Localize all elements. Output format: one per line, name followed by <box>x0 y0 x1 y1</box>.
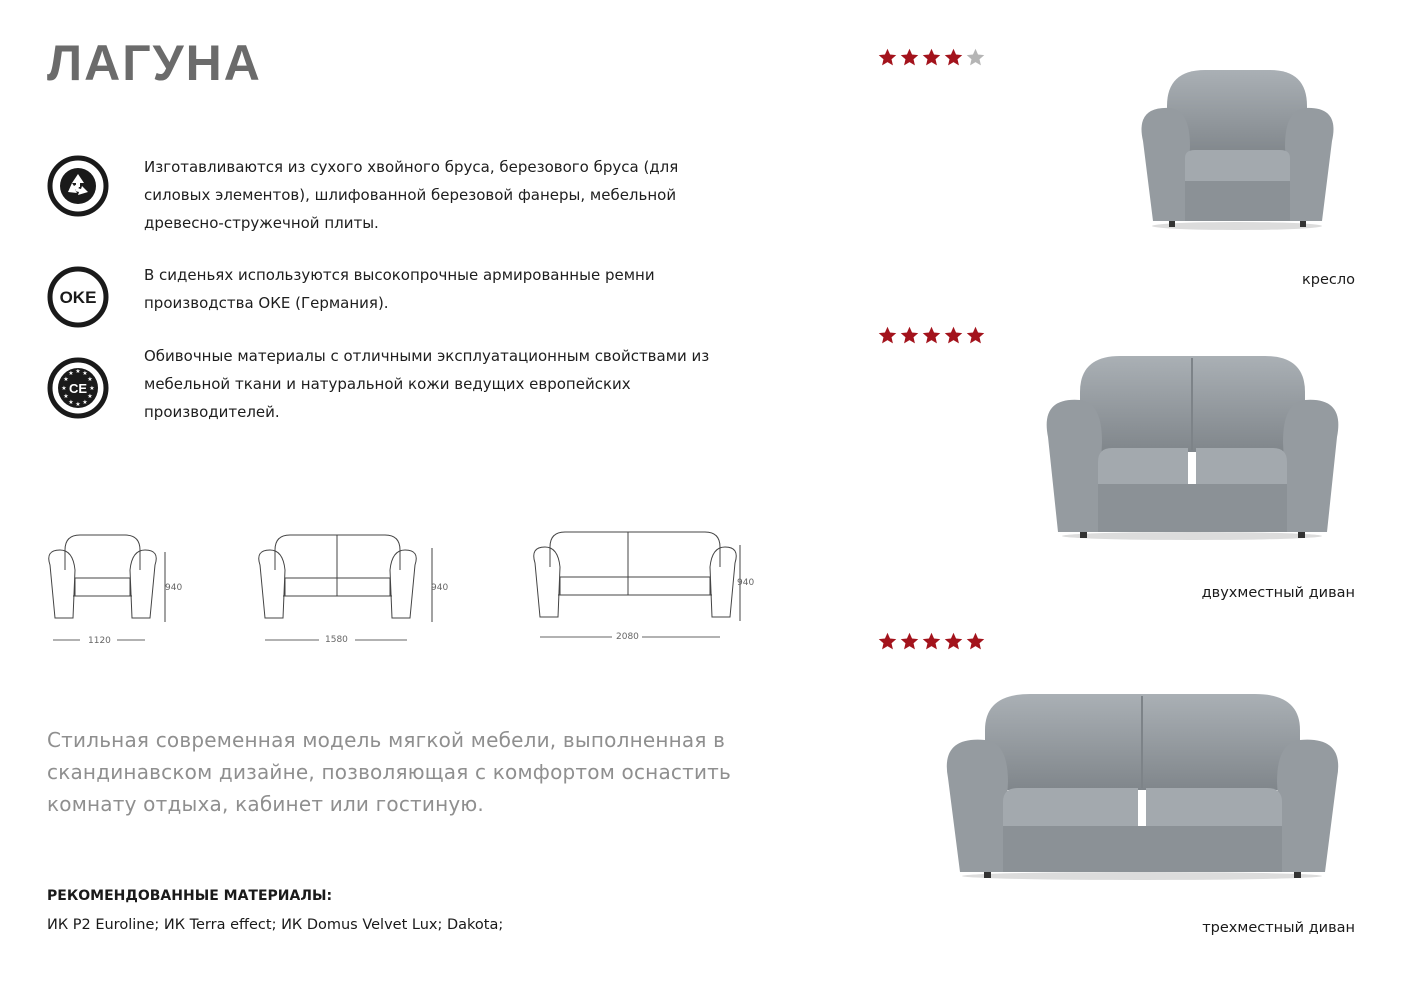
recycle-icon <box>47 155 109 217</box>
rating-two-seater <box>877 325 986 346</box>
svg-text:★: ★ <box>68 399 74 406</box>
caption-three-seater: трехместный диван <box>1202 920 1355 936</box>
two-seater-photo <box>1040 352 1345 546</box>
two-seater-height-label: 940 <box>431 583 449 593</box>
star-filled-icon <box>965 631 986 652</box>
page-title: ЛАГУНА <box>47 35 262 91</box>
armchair-width-label: 1120 <box>88 636 111 646</box>
feature-text-upholstery: Обивочные материалы с отличными эксплуатационным свойствами из мебельной ткани и натуральной кожи ведущих европейских производителей. <box>144 347 710 421</box>
ce-mark-icon <box>47 357 109 419</box>
armchair-photo <box>1135 66 1340 235</box>
svg-text:★: ★ <box>75 401 81 408</box>
caption-armchair: кресло <box>1302 272 1355 288</box>
star-filled-icon <box>877 325 898 346</box>
armchair-height-label: 940 <box>165 583 183 593</box>
star-empty-icon <box>965 47 986 68</box>
oke-logo-text: OKE <box>59 288 97 307</box>
svg-text:★: ★ <box>89 385 95 392</box>
feature-text-straps: В сиденьях используются высокопрочные армированные ремни производства ОКЕ (Германия). <box>144 266 655 312</box>
star-filled-icon <box>921 47 942 68</box>
two-seater-dimension-drawing <box>255 530 445 654</box>
three-seater-width-label: 2080 <box>616 632 639 642</box>
rating-armchair <box>877 47 986 68</box>
svg-text:★: ★ <box>63 393 69 400</box>
svg-text:★: ★ <box>61 385 67 392</box>
star-filled-icon <box>899 47 920 68</box>
star-filled-icon <box>877 47 898 68</box>
star-filled-icon <box>943 47 964 68</box>
materials-list: ИК P2 Euroline; ИК Terra effect; ИК Domus Velvet Lux; Dakota; <box>47 917 504 933</box>
caption-two-seater: двухместный диван <box>1201 585 1355 601</box>
star-filled-icon <box>965 325 986 346</box>
star-filled-icon <box>943 325 964 346</box>
star-filled-icon <box>921 325 942 346</box>
svg-text:★: ★ <box>82 399 88 406</box>
star-filled-icon <box>943 631 964 652</box>
ce-mark-text: CE <box>68 381 88 396</box>
three-seater-height-label: 940 <box>737 578 755 588</box>
svg-text:★: ★ <box>63 376 69 383</box>
three-seater-dimension-drawing <box>530 525 760 649</box>
svg-text:★: ★ <box>75 368 81 375</box>
materials-title: РЕКОМЕНДОВАННЫЕ МАТЕРИАЛЫ: <box>47 888 333 904</box>
svg-text:★: ★ <box>68 370 74 377</box>
svg-text:★: ★ <box>87 393 93 400</box>
feature-text-frame: Изготавливаются из сухого хвойного бруса, березового бруса (для силовых элементов), шлифованной березовой фанеры, мебельной древесно-стружечной плиты. <box>144 158 679 232</box>
svg-text:★: ★ <box>87 376 93 383</box>
oke-logo-icon <box>47 266 109 328</box>
three-seater-photo <box>940 690 1345 886</box>
star-filled-icon <box>899 325 920 346</box>
product-description: Стильная современная модель мягкой мебели, выполненная в скандинавском дизайне, позволяющая с комфортом оснастить комнату отдыха, кабинет или гостиную. <box>47 728 731 816</box>
star-filled-icon <box>921 631 942 652</box>
svg-text:★: ★ <box>82 370 88 377</box>
rating-three-seater <box>877 631 986 652</box>
star-filled-icon <box>877 631 898 652</box>
star-filled-icon <box>899 631 920 652</box>
two-seater-width-label: 1580 <box>325 635 348 645</box>
